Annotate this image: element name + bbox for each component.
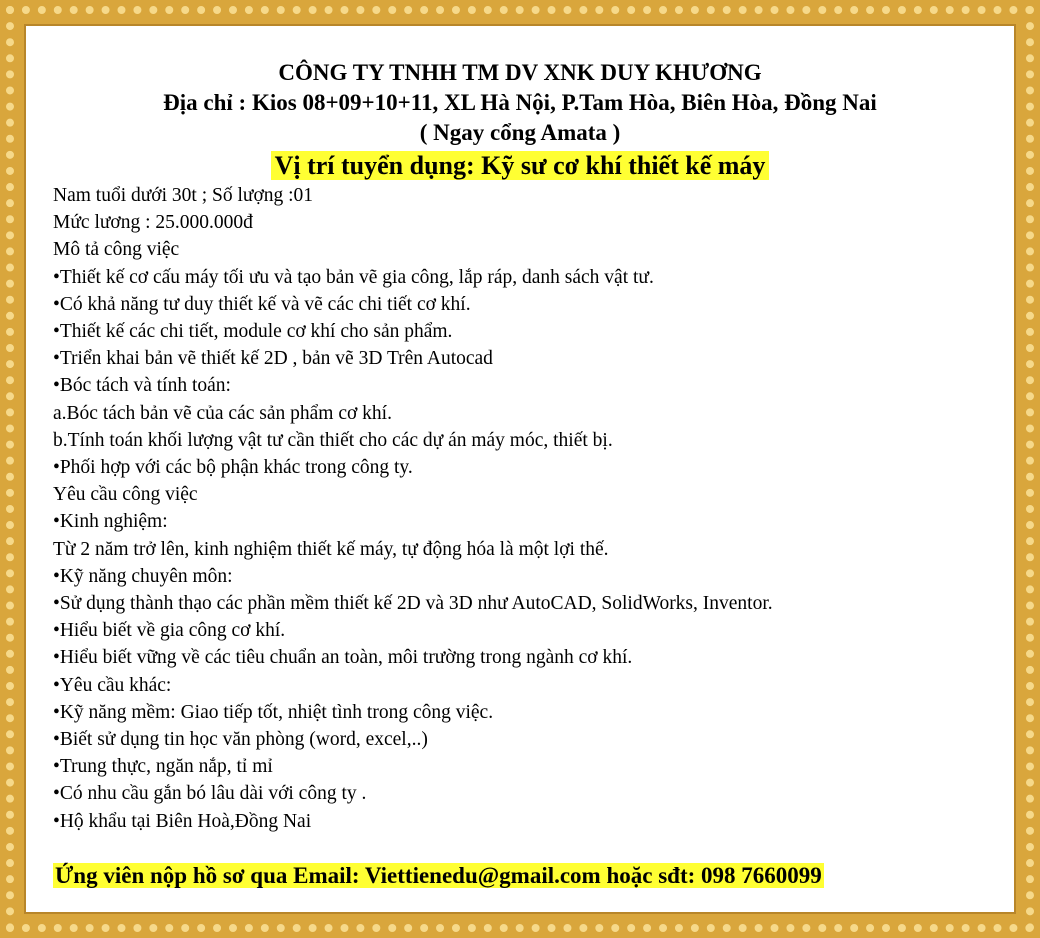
text-line: Yêu cầu công việc [53, 484, 198, 506]
job-posting [30, 30, 1010, 891]
address-landmark: ( Ngay cổng Amata ) [419, 120, 621, 145]
position-title-row [30, 150, 1010, 182]
text-line: •Yêu cầu khác: [53, 674, 172, 696]
text-line: •Hộ khẩu tại Biên Hoà,Đồng Nai [53, 810, 312, 832]
text-line: Mô tả công việc [53, 239, 180, 261]
position-title: Vị trí tuyển dụng: Kỹ sư cơ khí thiết kế máy [271, 151, 770, 180]
text-line: •Biết sử dụng tin học văn phòng (word, excel,..) [53, 729, 428, 751]
company-name: CÔNG TY TNHH TM DV XNK DUY KHƯƠNG [278, 60, 762, 85]
text-line: Từ 2 năm trở lên, kinh nghiệm thiết kế máy, tự động hóa là một lợi thế. [53, 538, 609, 560]
text-line: Mức lương : 25.000.000đ [53, 212, 253, 234]
text-line: a.Bóc tách bản vẽ của các sản phẩm cơ khí. [53, 402, 392, 424]
text-line: •Thiết kế các chi tiết, module cơ khí cho sản phẩm. [53, 321, 453, 343]
company-address: Địa chỉ : Kios 08+09+10+11, XL Hà Nội, P.Tam Hòa, Biên Hòa, Đồng Nai [163, 90, 877, 115]
text-line: •Kỹ năng mềm: Giao tiếp tốt, nhiệt tình trong công việc. [53, 701, 494, 723]
text-line: •Bóc tách và tính toán: [53, 375, 231, 397]
text-line: Nam tuổi dưới 30t ; Số lượng :01 [53, 185, 314, 206]
text-line: •Kỹ năng chuyên môn: [53, 565, 233, 587]
contact-info: Ứng viên nộp hồ sơ qua Email: Viettienedu@gmail.com hoặc sđt: 098 7660099 [55, 862, 822, 888]
text-line: •Trung thực, ngăn nắp, tỉ mỉ [53, 756, 273, 778]
job-details [53, 182, 1010, 835]
text-line: b.Tính toán khối lượng vật tư cần thiết cho các dự án máy móc, thiết bị. [53, 429, 613, 451]
text-line: •Hiểu biết về gia công cơ khí. [53, 620, 286, 642]
text-line: •Có nhu cầu gắn bó lâu dài với công ty . [53, 783, 367, 805]
text-line: •Kinh nghiệm: [53, 511, 168, 533]
text-line: •Có khả năng tư duy thiết kế và vẽ các chi tiết cơ khí. [53, 293, 471, 315]
text-line: •Sử dụng thành thạo các phần mềm thiết kế 2D và 3D như AutoCAD, SolidWorks, Inventor. [53, 593, 773, 615]
text-line: •Thiết kế cơ cấu máy tối ưu và tạo bản vẽ gia công, lắp ráp, danh sách vật tư. [53, 266, 654, 288]
contact-row [53, 861, 1010, 891]
text-line: •Hiểu biết vững về các tiêu chuẩn an toàn, môi trường trong ngành cơ khí. [53, 647, 633, 669]
text-line: •Phối hợp với các bộ phận khác trong công ty. [53, 457, 413, 479]
text-line: •Triển khai bản vẽ thiết kế 2D , bản vẽ 3D Trên Autocad [53, 348, 493, 370]
